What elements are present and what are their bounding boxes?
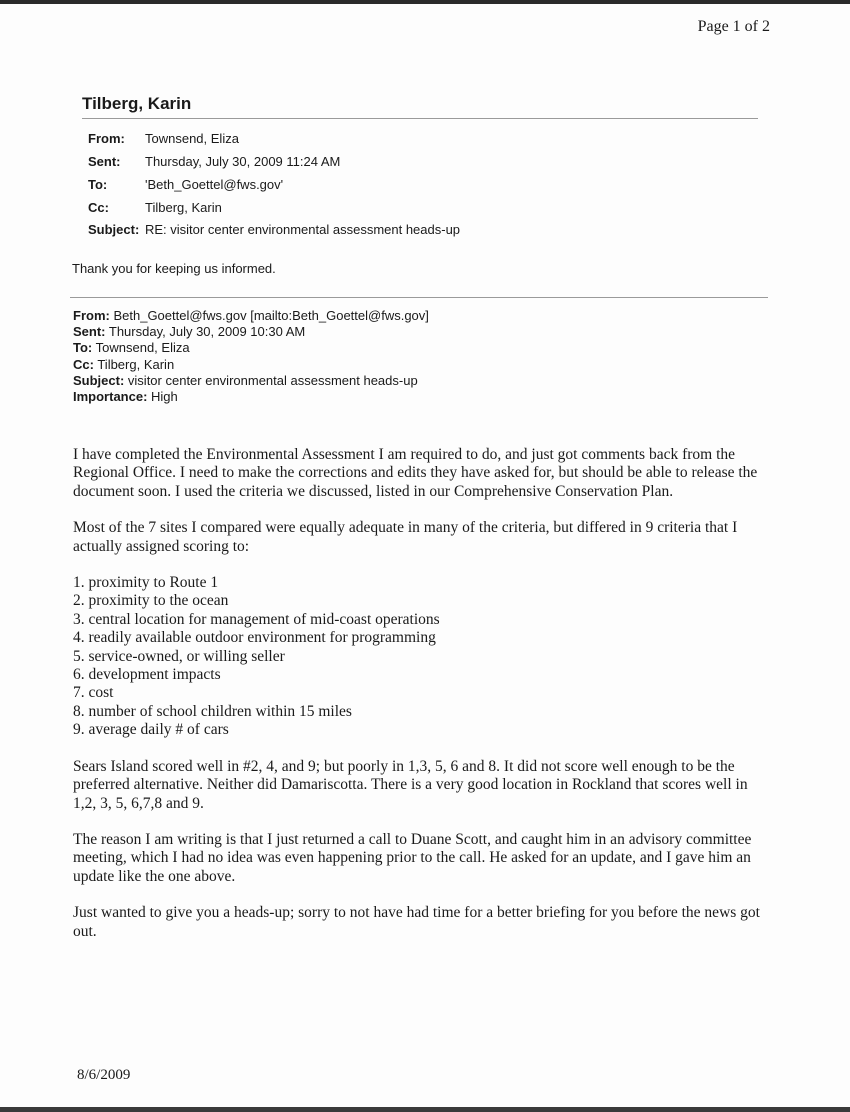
- reply-cc-row: [88, 200, 222, 218]
- criteria-item: 3. central location for management of mid-coast operations: [73, 610, 440, 628]
- criteria-item: 5. service-owned, or willing seller: [73, 647, 285, 665]
- criteria-item: 6. development impacts: [73, 666, 221, 684]
- original-from-value: Beth_Goettel@fws.gov [mailto:Beth_Goettel@fws.gov]: [113, 308, 429, 323]
- original-sent-row: [73, 324, 429, 340]
- criteria-item: 2. proximity to the ocean: [73, 592, 229, 610]
- criteria-item: 1. proximity to Route 1: [73, 574, 219, 592]
- quoted-message-divider: [70, 297, 768, 298]
- criteria-item: 9. average daily # of cars: [73, 721, 229, 739]
- reply-subject-value: RE: visitor center environmental assessment heads-up: [145, 222, 461, 237]
- original-subject-label: Subject:: [73, 372, 125, 388]
- body-paragraph-5: Just wanted to give you a heads-up; sorry to not have had time for a better briefing for you before the news got out.: [73, 904, 760, 940]
- message-body: [73, 446, 773, 959]
- criteria-item: 4. readily available outdoor environment for programming: [73, 629, 436, 647]
- reply-to-row: [88, 177, 283, 195]
- criteria-item: 7. cost: [73, 684, 114, 702]
- body-paragraph-4: The reason I am writing is that I just returned a call to Duane Scott, and caught him in an advisory committee meeting, which I had no idea was even happening prior to the call. He asked for an update, and I gave him an update like the one above.: [73, 830, 752, 885]
- scan-edge-top: [0, 0, 850, 4]
- reply-to-label: To:: [88, 177, 108, 192]
- reply-sent-label: Sent:: [88, 154, 121, 169]
- reply-from-label: From:: [88, 131, 125, 146]
- original-header: [73, 308, 429, 405]
- original-from-row: [73, 308, 429, 324]
- original-sent-value: Thursday, July 30, 2009 10:30 AM: [108, 324, 306, 340]
- reply-sent-value: Thursday, July 30, 2009 11:24 AM: [145, 154, 341, 169]
- original-to-row: [73, 340, 429, 356]
- original-importance-label: Importance:: [73, 389, 148, 405]
- reply-from-value: Townsend, Eliza: [145, 131, 239, 146]
- original-importance-row: [73, 389, 429, 405]
- reply-sent-row: [88, 154, 340, 172]
- page-number: Page 1 of 2: [697, 18, 770, 35]
- header-divider: [82, 118, 758, 119]
- original-from-label: From:: [73, 308, 110, 323]
- mailbox-owner-name: Tilberg, Karin: [82, 94, 192, 113]
- original-sent-label: Sent:: [73, 324, 106, 340]
- print-date: 8/6/2009: [77, 1067, 131, 1083]
- scan-edge-bottom: [0, 1107, 850, 1112]
- reply-body: Thank you for keeping us informed.: [72, 261, 276, 276]
- original-to-label: To:: [73, 340, 93, 356]
- criteria-intro: Most of the 7 sites I compared were equally adequate in many of the criteria, but differed in 9 criteria that I actually assigned scoring to:: [73, 519, 738, 555]
- original-cc-value: Tilberg, Karin: [97, 356, 175, 372]
- criteria-item: 8. number of school children within 15 miles: [73, 702, 352, 720]
- original-subject-row: [73, 373, 429, 389]
- original-subject-value: visitor center environmental assessment heads-up: [127, 372, 418, 388]
- reply-from-row: [88, 131, 239, 149]
- reply-to-value: 'Beth_Goettel@fws.gov': [145, 177, 284, 192]
- original-cc-label: Cc:: [73, 356, 94, 372]
- original-cc-row: [73, 357, 429, 373]
- original-importance-value: High: [151, 389, 178, 405]
- criteria-list: [73, 574, 773, 740]
- reply-cc-label: Cc:: [88, 200, 109, 215]
- reply-subject-row: [88, 222, 460, 240]
- body-paragraph-1: I have completed the Environmental Assessment I am required to do, and just got comments back from the Regional Office. I need to make the corrections and edits they have asked for, but should be able to release the document soon. I used the criteria we discussed, listed in our Comprehensive Conservation Plan.: [73, 446, 758, 500]
- reply-subject-label: Subject:: [88, 222, 140, 237]
- original-to-value: Townsend, Eliza: [95, 340, 190, 356]
- body-paragraph-3: Sears Island scored well in #2, 4, and 9; but poorly in 1,3, 5, 6 and 8. It did not score well enough to be the preferred alternative. Neither did Damariscotta. There is a very good location in Rockland that scores well in 1,2, 3, 5, 6,7,8 and 9.: [73, 757, 748, 812]
- reply-cc-value: Tilberg, Karin: [145, 200, 222, 215]
- body-paragraph-2: [73, 519, 773, 556]
